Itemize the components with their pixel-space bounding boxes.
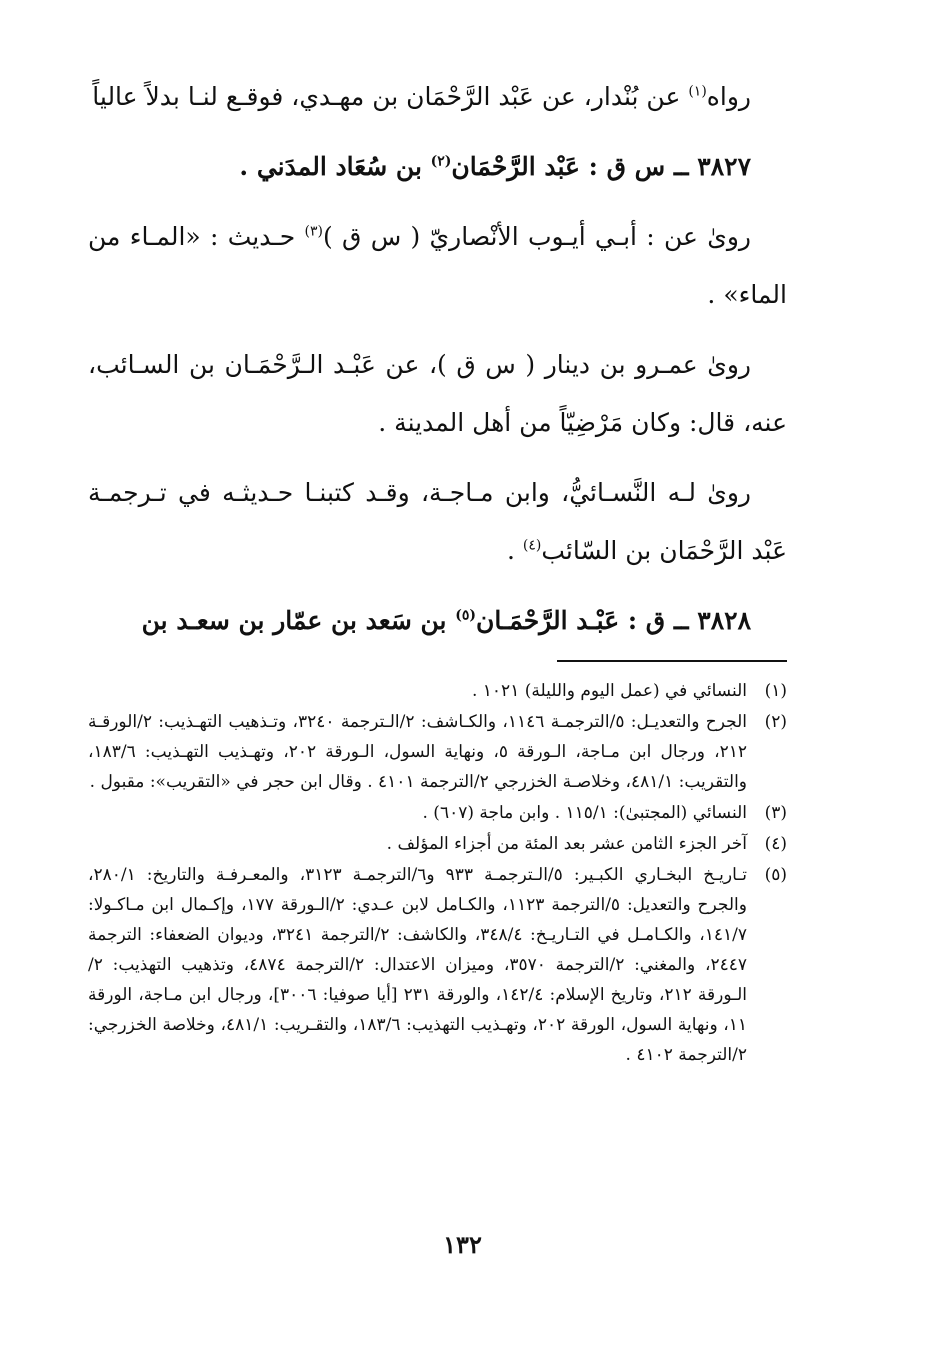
footnote-number: (٢): [764, 712, 787, 732]
entry-name: عَبْد الرَّحْمَان: [451, 152, 589, 181]
page-number: ١٣٢: [443, 1230, 482, 1259]
footnote-3: [88, 798, 787, 828]
paragraph-narrated-by: [88, 336, 787, 452]
narration-rest: عن بُنْدار، عن عَبْد الرَّحْمَان بن مهـدي، فوقـع لنـا بدلاً عالياً: [92, 82, 689, 111]
narration-text: رواه: [706, 82, 751, 111]
transmitted-by-text: روىٰ لـه النَّسـائيُّ، وابن مـاجـة، وقـد كتبنـا حـديثـه في تـرجمـة عَبْد الرَّحْمَان بن السّائب: [88, 478, 787, 565]
paragraph-transmitted-by: [88, 464, 787, 580]
footnote-number: (٤): [764, 834, 787, 854]
footnote-1: [88, 676, 787, 706]
transmitted-by-rest: .: [506, 536, 523, 565]
footnote-number: (١): [764, 681, 787, 701]
footnote-5: [88, 860, 787, 1070]
footnote-number: (٥): [764, 865, 787, 885]
entry-symbols: س ق :: [588, 152, 666, 181]
entry-heading-3827: [88, 138, 787, 196]
footnote-text: آخر الجزء الثامن عشر بعد المئة من أجزاء المؤلف .: [386, 834, 747, 854]
narrated-from-rest: حـديث : «المـاء من الماء» .: [88, 222, 787, 309]
footnote-text: النسائي في (عمل اليوم والليلة) ١٠٢١ .: [471, 681, 747, 701]
footnote-2: [88, 707, 787, 797]
footnote-text: تـاريـخ البخـاري الكبـير: ٥/الـترجمـة ٩٣٣ و٦/الترجمـة ٣١٢٣، والمعـرفـة والتاريخ: ٢٨٠/١، والجرح والتعديل: ٥/الترجمة ١١٢٣، والكـامل لابن عـدي: ٢/الـورقة ١٧٧، وإكـمال ابن مـاكـولا: ١٤١/٧، والكـامـل في التـاريـخ: ٣٤٨/٤، والكاشف: ٢/الترجمة ٣٢٤١، وديوان الضعفاء: الترجمة ٢٤٤٧، والمغني: ٢/الترجمة ٣٥٧٠، وميزان الاعتدال: ٢/الترجمة ٤٨٧٤، وتذهيب التهذيب: ٢/الـورقة ٢١٢، وتاريخ الإسلام: ١٤٢/٤، والورقة ٢٣١ [أيا صوفيا: ٣٠٠٦]، ورجال ابن مـاجة، الورقة ١١، ونهاية السول، الورقة ٢٠٢، وتهـذيب التهذيب: ١٨٣/٦، والتقـريب: ٤٨١/١، وخلاصة الخزرجي: ٢/الترجمة ٤١٠٢ .: [88, 865, 748, 1065]
narrated-from-text: روىٰ عن : أبـي أيـوب الأنْصاريّ ( س ق ): [322, 222, 751, 251]
entry-name-rest: بن سَعد بن عمّار بن سعـد بن: [141, 606, 456, 635]
footnote-ref-5: (٥): [455, 607, 476, 624]
entry-symbols: ق :: [627, 606, 666, 635]
main-text: [88, 68, 787, 662]
footnote-4: [88, 829, 787, 859]
footnote-number: (٣): [764, 803, 787, 823]
paragraph-narrated-from: [88, 208, 787, 324]
entry-number: ٣٨٢٨ ــ: [673, 606, 751, 635]
footnote-ref-1: (١): [688, 83, 707, 100]
footnote-text: الجرح والتعديـل: ٥/الترجمـة ١١٤٦، والكـاشف: ٢/الـترجمة ٣٢٤٠، وتـذهيب التهـذيب: ٢/الورقـة ٢١٢، ورجال ابن مـاجة، الـورقة ٥، ونهاية السول، الـورقة ٢٠٢، وتهـذيب التهـذيب: ١٨٣/٦، والتقريب: ٤٨١/١، وخلاصـة الخزرجي ٢/الترجمة ٤١٠١ . وقال ابن حجر في «التقريب»: مقبول .: [88, 712, 747, 792]
footnotes: [88, 676, 787, 1071]
narrated-by-text: روىٰ عمـرو بن دينار ( س ق )، عن عَبْـد الـرَّحْمَـان بن السـائب، عنه، قال: وكان مَرْضِيّاً من أهل المدينة .: [88, 350, 787, 437]
footnote-ref-2: (٢): [430, 153, 452, 170]
entry-name: عَبْـد الرَّحْمَـان: [475, 606, 628, 635]
footnote-divider: [557, 660, 787, 662]
entry-heading-3828: [88, 592, 787, 650]
paragraph-narration: [88, 68, 787, 126]
footnote-ref-3: (٣): [304, 223, 323, 240]
entry-number: ٣٨٢٧ ــ: [673, 152, 751, 181]
entry-name-rest: بن سُعَاد المدَني .: [239, 152, 431, 181]
footnote-text: النسائي (المجتبىٰ): ١١٥/١ . وابن ماجة (٦٠٧) .: [422, 803, 747, 823]
footnote-ref-4: (٤): [522, 537, 542, 554]
